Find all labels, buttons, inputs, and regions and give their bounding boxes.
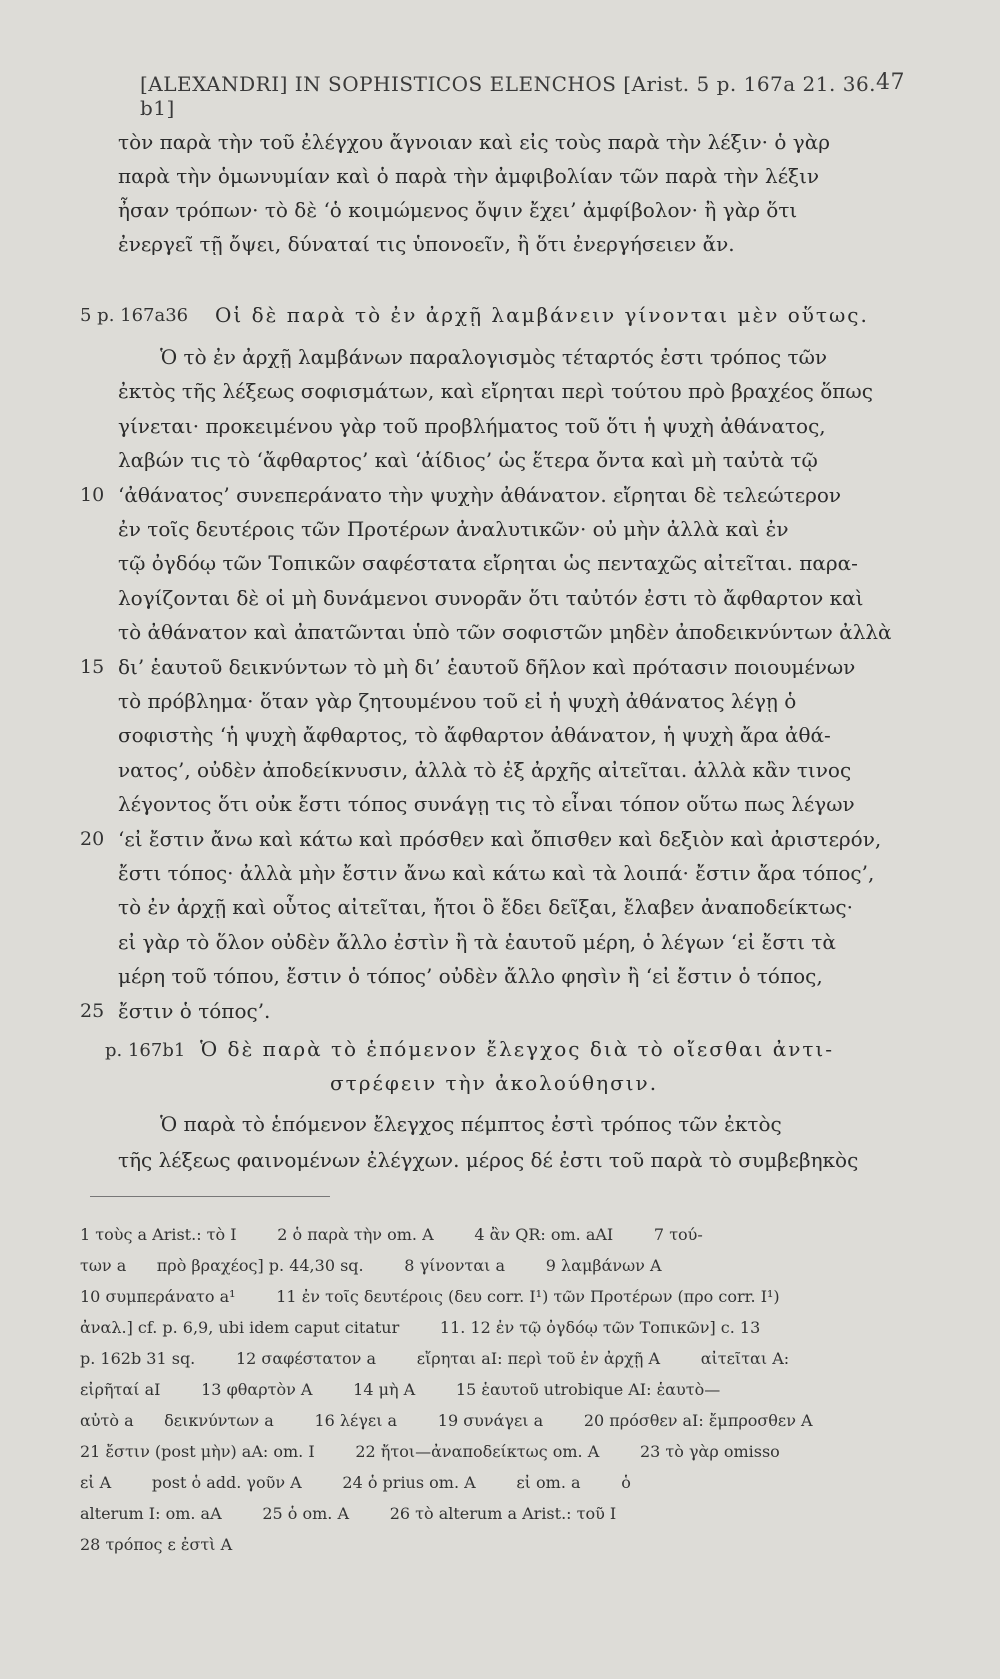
lemma-heading-1: Οἱ δὲ παρὰ τὸ ἐν ἀρχῇ λαμβάνειν γίνονται μὲν οὕτως. [215, 303, 869, 327]
footnote-line: εἰρῆταί aI 13 φθαρτὸν A 14 μὴ A 15 ἑαυτοῦ utrobique AI: ἑαυτὸ— [80, 1380, 721, 1399]
text-line: ἐν τοῖς δευτέροις τῶν Προτέρων ἀναλυτικῶν· οὐ μὴν ἀλλὰ καὶ ἐν [118, 517, 789, 541]
heading1-ref: 5 p. 167a36 [80, 305, 189, 326]
text-line: λέγοντος ὅτι οὐκ ἔστι τόπος συνάγῃ τις τὸ εἶναι τόπον οὕτω πως λέγων [118, 792, 855, 817]
text-line: γίνεται· προκειμένου γὰρ τοῦ προβλήματος τοῦ ὅτι ἡ ψυχὴ ἀθάνατος, [118, 413, 826, 438]
header-title: [ALEXANDRI] IN SOPHISTICOS ELENCHOS [Arist. 5 p. 167a 21. 36. b1] [140, 72, 877, 120]
footnote-line: εἰ A post ὁ add. γοῦν A 24 ὁ prius om. A εἰ om. a ὁ [80, 1473, 631, 1492]
line-number: 20 [80, 827, 105, 850]
text-line: παρὰ τὴν ὁμωνυμίαν καὶ ὁ παρὰ τὴν ἀμφιβολίαν τῶν παρὰ τὴν λέξιν [118, 164, 820, 188]
text-line: δι’ ἑαυτοῦ δεικνύντων τὸ μὴ δι’ ἑαυτοῦ δῆλον καὶ πρότασιν ποιουμένων [118, 654, 856, 679]
text-line: λογίζονται δὲ οἱ μὴ δυνάμενοι συνορᾶν ὅτι ταὐτόν ἐστι τὸ ἄφθαρτον καὶ [118, 585, 864, 610]
text-line: νατος’, οὐδὲν ἀποδείκνυσιν, ἀλλὰ τὸ ἐξ ἀρχῆς αἰτεῖται. ἀλλὰ κἂν τινος [118, 757, 852, 782]
text-line: ἔστιν ὁ τόπος’. [118, 998, 271, 1023]
footnote-line: alterum I: om. aA 25 ὁ om. A 26 τὸ alterum a Arist.: τοῦ I [80, 1504, 617, 1523]
text-line: λαβών τις τὸ ‘ἄφθαρτος’ καὶ ‘ἀίδιος’ ὡς ἕτερα ὄντα καὶ μὴ ταὐτὰ τῷ [118, 448, 818, 473]
line-number: 10 [80, 483, 105, 506]
running-header [140, 72, 905, 120]
text-line: ἐκτὸς τῆς λέξεως σοφισμάτων, καὶ εἴρηται περὶ τούτου πρὸ βραχέος ὅπως [118, 379, 873, 404]
footnote-line: 10 συμπεράνατο a¹ 11 ἐν τοῖς δευτέροις (δευ corr. I¹) τῶν Προτέρων (προ corr. I¹) [80, 1287, 780, 1306]
footnote-line: των a πρὸ βραχέος] p. 44,30 sq. 8 γίνονται a 9 λαμβάνων A [80, 1256, 662, 1275]
text-line: Ὁ τὸ ἐν ἀρχῇ λαμβάνων παραλογισμὸς τέταρτός ἐστι τρόπος τῶν [160, 345, 828, 369]
text-line: Ὁ παρὰ τὸ ἑπόμενον ἔλεγχος πέμπτος ἐστὶ τρόπος τῶν ἐκτὸς [160, 1112, 782, 1136]
line-number: 15 [80, 655, 105, 678]
text-line: ἐνεργεῖ τῇ ὄψει, δύναταί τις ὑπονοεῖν, ἢ ὅτι ἐνεργήσειεν ἄν. [118, 232, 735, 256]
text-line: τῷ ὀγδόῳ τῶν Τοπικῶν σαφέστατα εἴρηται ὡς πενταχῶς αἰτεῖται. παρα- [118, 551, 858, 576]
text-line: τὸ ἐν ἀρχῇ καὶ οὗτος αἰτεῖται, ἤτοι ὃ ἔδει δεῖξαι, ἔλαβεν ἀναποδείκτως· [118, 895, 853, 920]
text-line: τὸ πρόβλημα· ὅταν γὰρ ζητουμένου τοῦ εἰ ἡ ψυχὴ ἀθάνατος λέγῃ ὁ [118, 689, 797, 713]
text-line: σοφιστὴς ‘ἡ ψυχὴ ἄφθαρτος, τὸ ἄφθαρτον ἀθάνατον, ἡ ψυχὴ ἄρα ἀθά- [118, 723, 831, 748]
footnote-rule [90, 1196, 330, 1197]
text-line: τὸν παρὰ τὴν τοῦ ἐλέγχου ἄγνοιαν καὶ εἰς τοὺς παρὰ τὴν λέξιν· ὁ γὰρ [118, 130, 831, 154]
text-line: μέρη τοῦ τόπου, ἔστιν ὁ τόπος’ οὐδὲν ἄλλο φησὶν ἢ ‘εἰ ἔστιν ὁ τόπος, [118, 964, 823, 989]
footnote-line: p. 162b 31 sq. 12 σαφέστατον a εἴρηται aI: περὶ τοῦ ἐν ἀρχῇ A αἰτεῖται A: [80, 1349, 790, 1368]
text-line: τῆς λέξεως φαινομένων ἐλέγχων. μέρος δέ ἐστι τοῦ παρὰ τὸ συμβεβηκὸς [118, 1148, 859, 1172]
line-number: 25 [80, 999, 105, 1022]
lemma-heading-2-line1: Ὁ δὲ παρὰ τὸ ἑπόμενον ἔλεγχος διὰ τὸ οἴεσθαι ἀντι- [200, 1037, 835, 1061]
text-line: ἔστι τόπος· ἀλλὰ μὴν ἔστιν ἄνω καὶ κάτω καὶ τὰ λοιπά· ἔστιν ἄρα τόπος’, [118, 861, 875, 885]
lemma-heading-2-line2: στρέφειν τὴν ἀκολούθησιν. [330, 1071, 659, 1095]
text-line: ἦσαν τρόπων· τὸ δὲ ‘ὁ κοιμώμενος ὄψιν ἔχει’ ἀμφίβολον· ἢ γὰρ ὅτι [118, 198, 798, 222]
text-line: εἰ γὰρ τὸ ὅλον οὐδὲν ἄλλο ἐστὶν ἢ τὰ ἑαυτοῦ μέρη, ὁ λέγων ‘εἰ ἔστι τὰ [118, 929, 836, 954]
text-line: ‘εἰ ἔστιν ἄνω καὶ κάτω καὶ πρόσθεν καὶ ὄπισθεν καὶ δεξιὸν καὶ ἀριστερόν, [118, 826, 882, 851]
heading2-ref: p. 167b1 [105, 1040, 186, 1061]
footnote-line: 1 τοὺς a Arist.: τὸ I 2 ὁ παρὰ τὴν om. A 4 ἂν QR: om. aAI 7 τού- [80, 1225, 703, 1244]
footnote-line: 28 τρόπος ε ἐστὶ A [80, 1535, 233, 1554]
text-line: τὸ ἀθάνατον καὶ ἀπατῶνται ὑπὸ τῶν σοφιστῶν μηδὲν ἀποδεικνύντων ἀλλὰ [118, 620, 892, 645]
page-number: 47 [876, 70, 905, 95]
footnote-line: αὐτὸ a δεικνύντων a 16 λέγει a 19 συνάγει a 20 πρόσθεν aI: ἔμπροσθεν A [80, 1411, 813, 1430]
footnote-line: 21 ἔστιν (post μὴν) aA: om. I 22 ἤτοι—ἀναποδείκτως om. A 23 τὸ γὰρ omisso [80, 1442, 780, 1461]
text-line: ‘ἀθάνατος’ συνεπεράνατο τὴν ψυχὴν ἀθάνατον. εἴρηται δὲ τελεώτερον [118, 482, 842, 507]
footnote-line: ἀναλ.] cf. p. 6,9, ubi idem caput citatur 11. 12 ἐν τῷ ὀγδόῳ τῶν Τοπικῶν] c. 13 [80, 1318, 761, 1337]
